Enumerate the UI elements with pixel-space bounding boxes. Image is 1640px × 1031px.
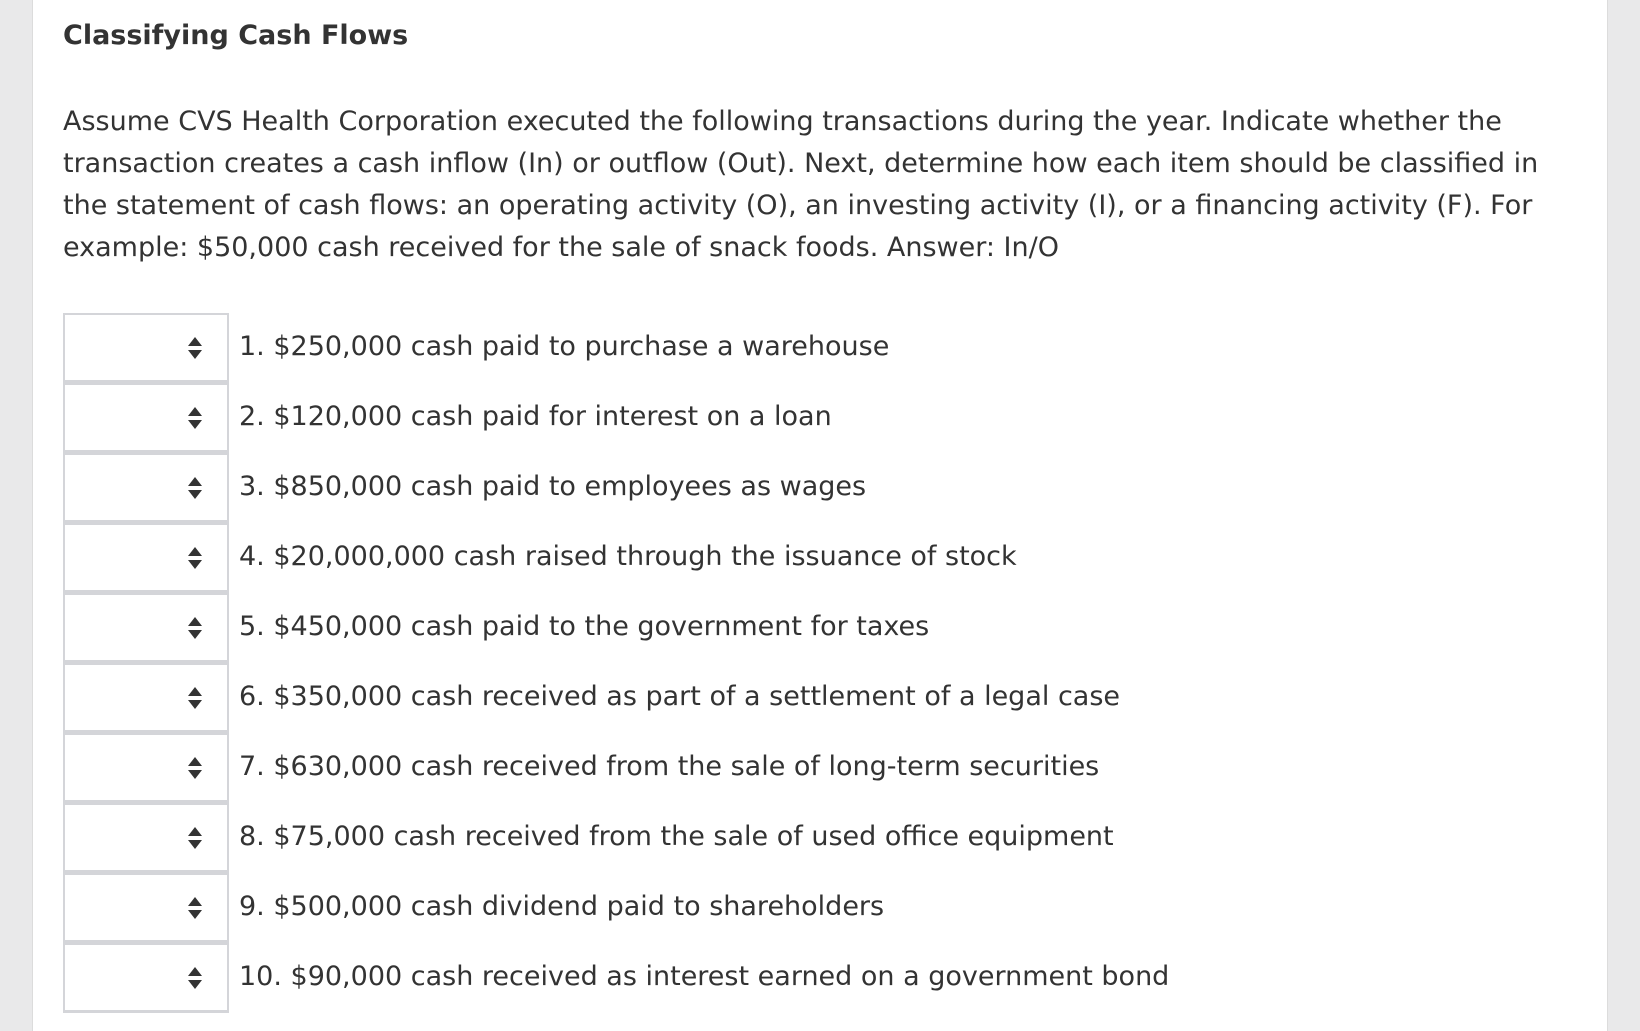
question-panel [32, 0, 1608, 1031]
item-text: 5. $450,000 cash paid to the government for taxes [239, 611, 930, 642]
item-text: 1. $250,000 cash paid to purchase a warehouse [239, 331, 890, 362]
list-item [63, 313, 1563, 383]
item-text: 7. $630,000 cash received from the sale of long-term securities [239, 751, 1100, 782]
up-down-arrows-icon [187, 476, 203, 500]
list-item [63, 943, 1563, 1013]
up-down-arrows-icon [187, 546, 203, 570]
item-text: 10. $90,000 cash received as interest earned on a government bond [239, 961, 1170, 992]
up-down-arrows-icon [187, 616, 203, 640]
answer-select-9[interactable] [63, 873, 229, 943]
question-list [63, 313, 1563, 1013]
up-down-arrows-icon [187, 756, 203, 780]
answer-select-6[interactable] [63, 663, 229, 733]
item-text: 4. $20,000,000 cash raised through the issuance of stock [239, 541, 1017, 572]
list-item [63, 593, 1563, 663]
item-text: 3. $850,000 cash paid to employees as wages [239, 471, 867, 502]
up-down-arrows-icon [187, 896, 203, 920]
instructions-text: Assume CVS Health Corporation executed the following transactions during the year. Indicate whether the transaction creates a cash inflow (In) or outflow (Out). Next, determine how each item should be classified in the statement of cash flows: an operating activity (O), an investing activity (I), or a financing activity (F). For example: $50,000 cash received for the sale of snack foods. Answer: In/O [63, 106, 1539, 263]
answer-select-4[interactable] [63, 523, 229, 593]
list-item [63, 873, 1563, 943]
up-down-arrows-icon [187, 826, 203, 850]
answer-select-8[interactable] [63, 803, 229, 873]
list-item [63, 523, 1563, 593]
answer-select-10[interactable] [63, 943, 229, 1013]
up-down-arrows-icon [187, 686, 203, 710]
list-item [63, 453, 1563, 523]
page-title: Classifying Cash Flows [63, 20, 409, 51]
answer-select-3[interactable] [63, 453, 229, 523]
item-text: 2. $120,000 cash paid for interest on a loan [239, 401, 832, 432]
up-down-arrows-icon [187, 966, 203, 990]
up-down-arrows-icon [187, 336, 203, 360]
list-item [63, 383, 1563, 453]
answer-select-5[interactable] [63, 593, 229, 663]
item-text: 9. $500,000 cash dividend paid to shareholders [239, 891, 885, 922]
item-text: 6. $350,000 cash received as part of a settlement of a legal case [239, 681, 1121, 712]
answer-select-1[interactable] [63, 313, 229, 383]
list-item [63, 733, 1563, 803]
list-item [63, 663, 1563, 733]
up-down-arrows-icon [187, 406, 203, 430]
answer-select-2[interactable] [63, 383, 229, 453]
answer-select-7[interactable] [63, 733, 229, 803]
item-text: 8. $75,000 cash received from the sale of used office equipment [239, 821, 1114, 852]
list-item [63, 803, 1563, 873]
